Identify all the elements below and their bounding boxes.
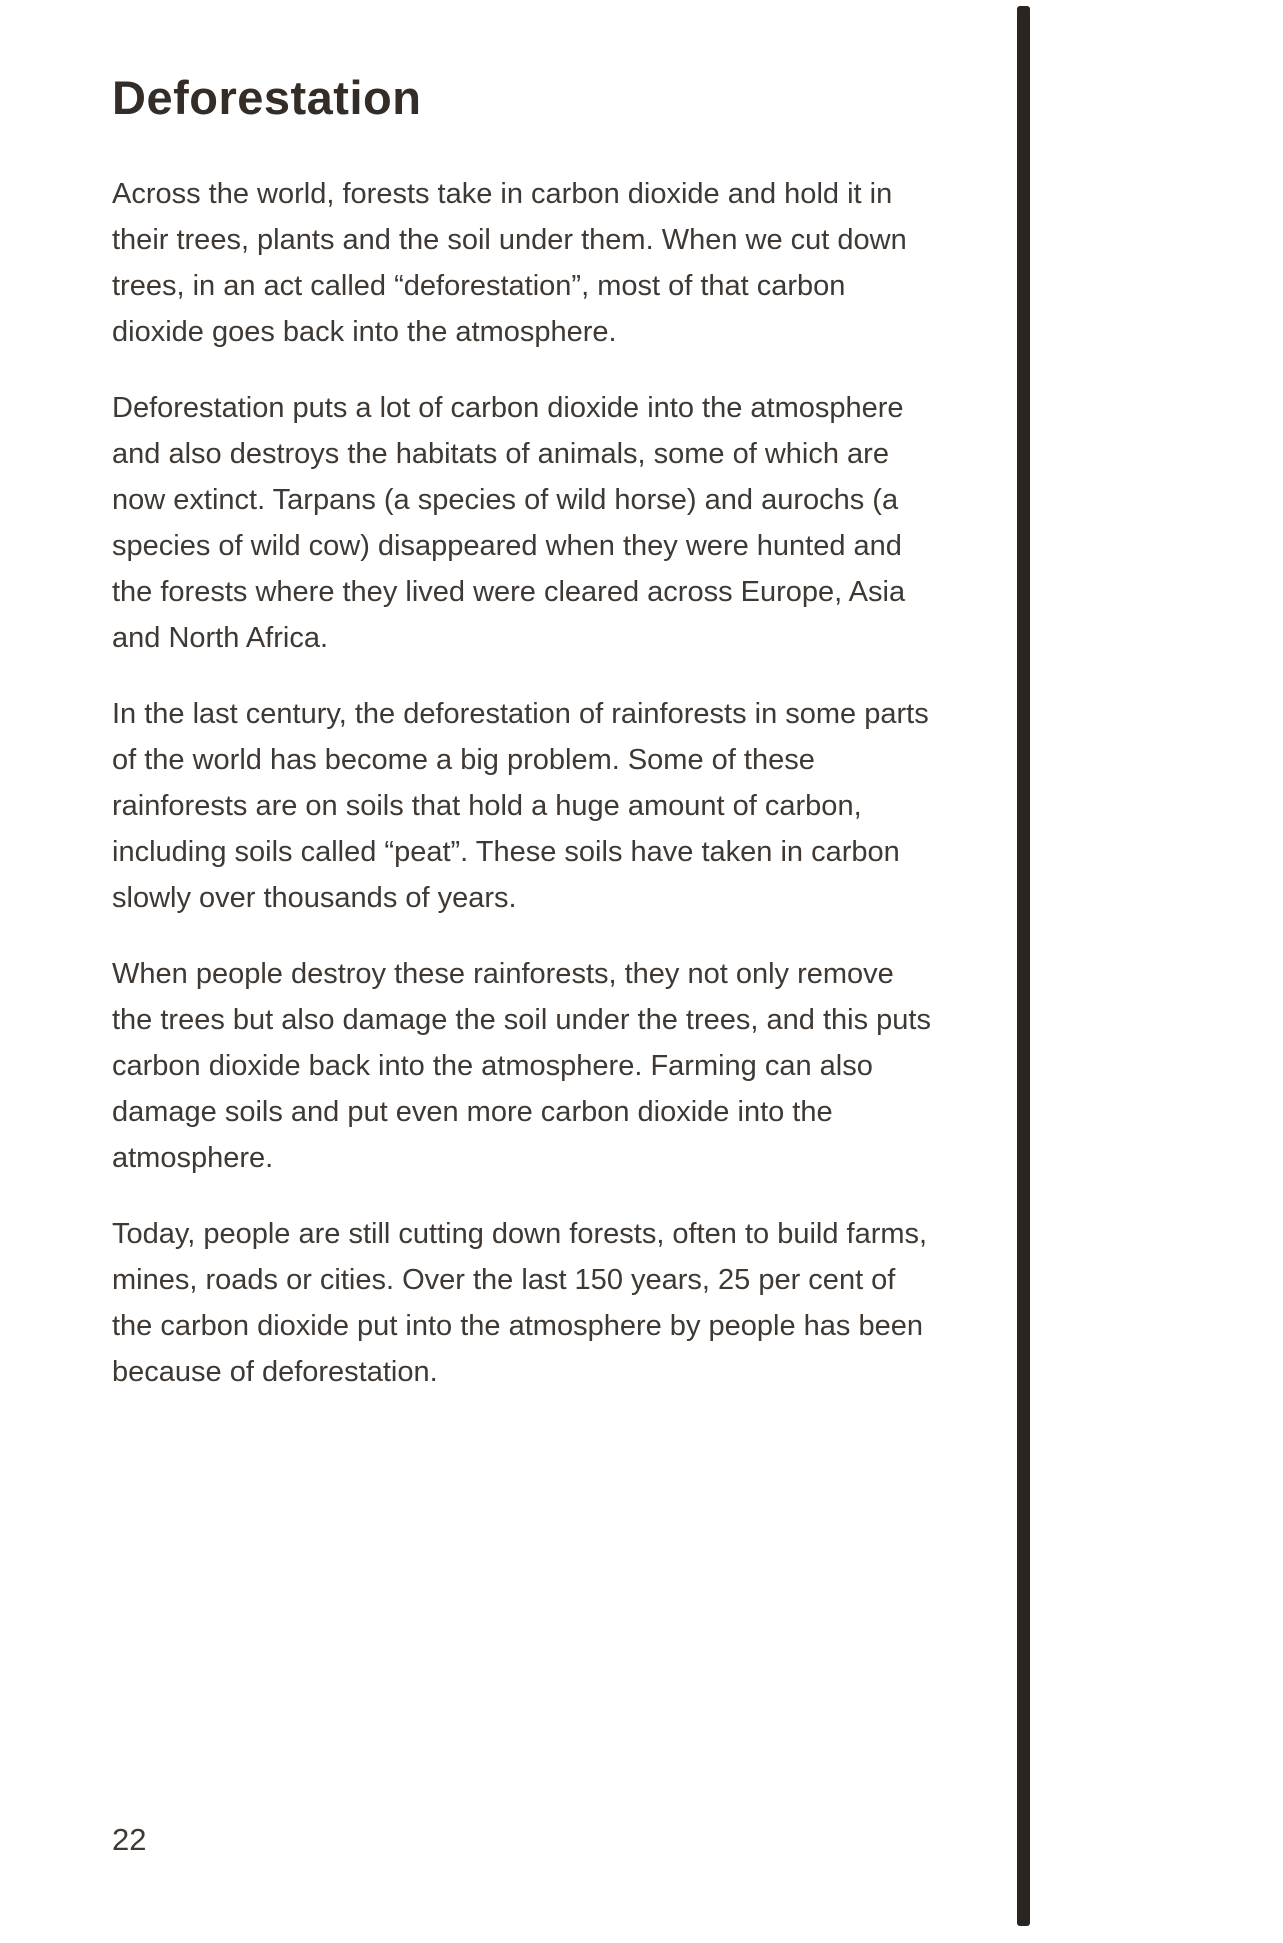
paragraph-intro: Across the world, forests take in carbon dioxide and hold it in their trees, plants and the soil under them. When we cut down trees, in an act called “deforestation”, most of that carbon dioxide goes back into the atmosphere. [112,178,907,348]
body-text [112,171,937,1395]
page-number: 22 [112,1822,147,1857]
paragraph-today: Today, people are still cutting down forests, often to build farms, mines, roads or cities. Over the last 150 years, 25 per cent of the carbon dioxide put into the atmosphere by people has been because of deforestation. [112,1218,928,1388]
book-page [112,70,937,1425]
page-edge-binding [1017,6,1030,1926]
paragraph-rainforests: In the last century, the deforestation of rainforests in some parts of the world has become a big problem. Some of these rainforests are on soils that hold a huge amount of carbon, including soils called “peat”. These soils have taken in carbon slowly over thousands of years. [112,698,929,914]
page-title: Deforestation [112,71,422,124]
paragraph-soil-damage: When people destroy these rainforests, they not only remove the trees but also damage the soil under the trees, and this puts carbon dioxide back into the atmosphere. Farming can also damage soils and put even more carbon dioxide into the atmosphere. [112,958,931,1174]
paragraph-habitats: Deforestation puts a lot of carbon dioxide into the atmosphere and also destroys the habitats of animals, some of which are now extinct. Tarpans (a species of wild horse) and aurochs (a species of wild cow) disappeared when they were hunted and the forests where they lived were cleared across Europe, Asia and North Africa. [112,392,906,654]
